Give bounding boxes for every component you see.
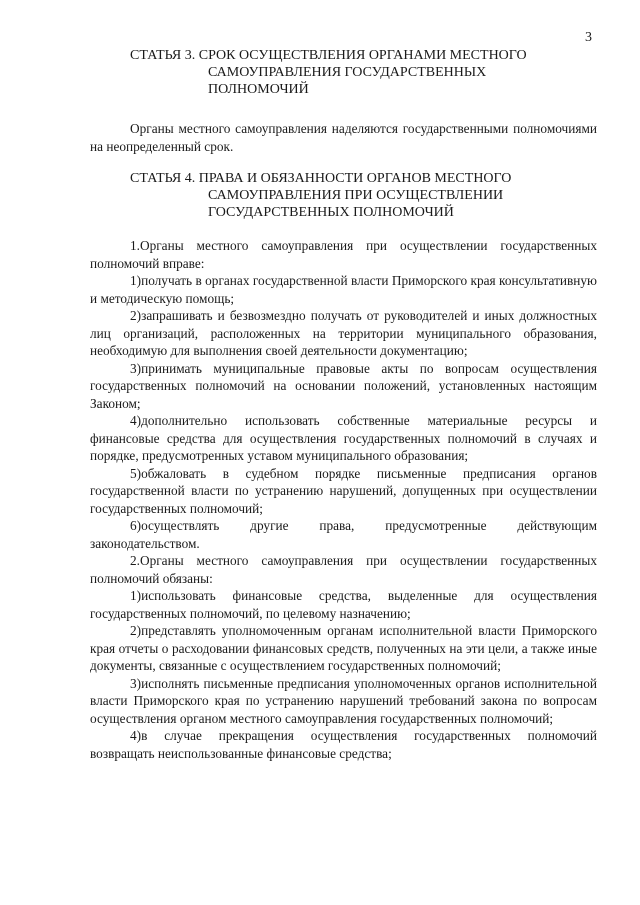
page-number: 3 [585,30,592,45]
paragraph-1-item-3: 3)принимать муниципальные правовые акты по вопросам осуществления государственных полномочий на основании положений, установленных настоящим Законом; [90,360,597,411]
article-4-heading-line-1: СТАТЬЯ 4. ПРАВА И ОБЯЗАННОСТИ ОРГАНОВ МЕСТНОГО [130,171,512,186]
article-3-heading-line-1: СТАТЬЯ 3. СРОК ОСУЩЕСТВЛЕНИЯ ОРГАНАМИ МЕСТНОГО [130,48,527,63]
paragraph-2: 2.Органы местного самоуправления при осуществлении государственных полномочий обязаны: [90,553,597,586]
article-4-heading-line-2: САМОУПРАВЛЕНИЯ ПРИ ОСУЩЕСТВЛЕНИИ [208,188,504,203]
paragraph-1-item-2: 2)запрашивать и безвозмездно получать от руководителей и иных должностных лиц организаций, расположенных на территории муниципального образования, необходимую для выполнения своей деятельности документацию; [90,308,597,358]
paragraph-1-item-1: 1)получать в органах государственной власти Приморского края консультативную и методическую помощь; [90,273,597,306]
paragraph-2-item-2: 2)представлять уполномоченным органам исполнительной власти Приморского края отчеты о расходовании финансовых средств, полученных на эти цели, а также иные документы, связанные с осуществлением государственных полномочий; [90,623,597,673]
paragraph-1-item-5: 5)обжаловать в судебном порядке письменные предписания органов государственной власти по устранению нарушений, допущенных при осуществлении государственных полномочий; [90,465,597,516]
paragraph-1-item-6: 6)осуществлять другие права, предусмотренные действующим законодательством. [90,518,597,551]
article-4-heading [130,170,550,221]
article-4-heading-line-3: ГОСУДАРСТВЕННЫХ ПОЛНОМОЧИЙ [208,205,454,220]
paragraph-1-item-4: 4)дополнительно использовать собственные материальные ресурсы и финансовые средства для осуществления государственных полномочий в случаях и порядке, предусмотренных уставом муниципального образования; [90,413,597,463]
article-3-body [90,120,597,155]
article-3-text: Органы местного самоуправления наделяются государственными полномочиями на неопределенный срок. [90,121,597,154]
paragraph-1: 1.Органы местного самоуправления при осуществлении государственных полномочий вправе: [90,238,597,271]
paragraph-2-item-4: 4)в случае прекращения осуществления государственных полномочий возвращать неиспользованные финансовые средства; [90,728,597,761]
article-3-heading [130,47,550,98]
article-3-heading-line-2: САМОУПРАВЛЕНИЯ ГОСУДАРСТВЕННЫХ [208,65,487,80]
paragraph-2-item-1: 1)использовать финансовые средства, выделенные для осуществления государственных полномочий, по целевому назначению; [90,588,597,621]
article-4-body [90,237,597,762]
article-3-heading-line-3: ПОЛНОМОЧИЙ [208,82,309,97]
paragraph-2-item-3: 3)исполнять письменные предписания уполномоченных органов исполнительной власти Приморского края по устранению нарушений требований закона по вопросам осуществления органом местного самоуправления государственных полномочий; [90,675,597,726]
